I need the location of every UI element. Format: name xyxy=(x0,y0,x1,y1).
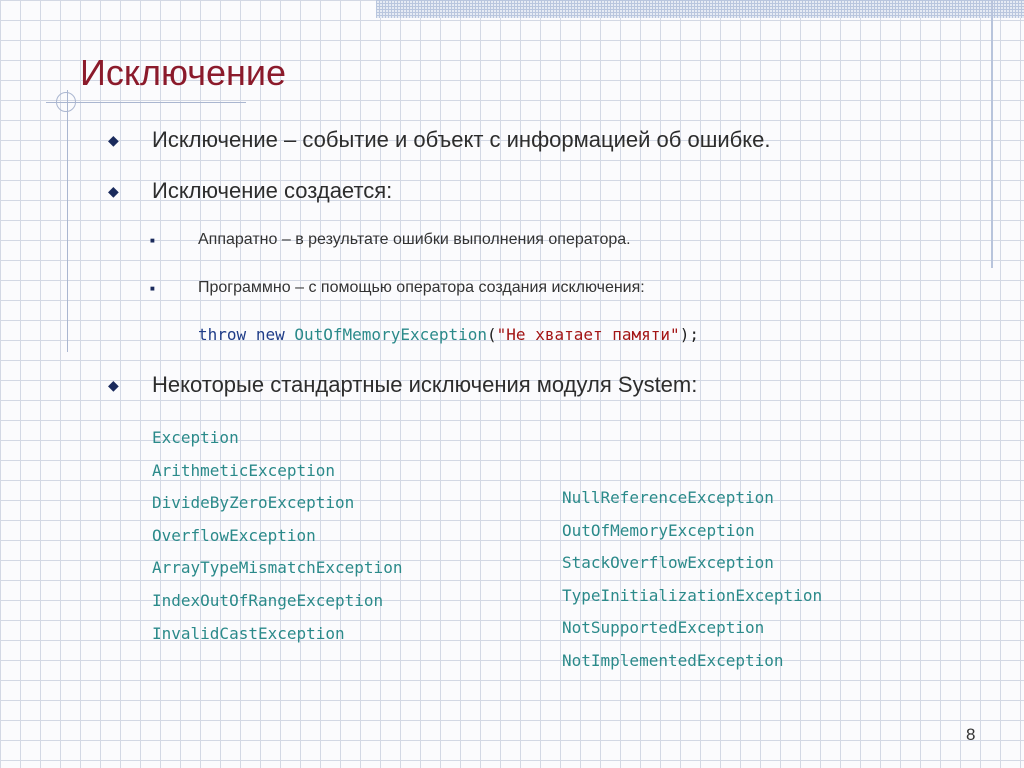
exception-item: NullReferenceException xyxy=(562,488,774,507)
title-underline xyxy=(46,102,246,103)
exception-item: OutOfMemoryException xyxy=(562,520,755,540)
square-bullet-icon: ■ xyxy=(150,235,155,245)
exception-item: NotImplementedException xyxy=(562,650,784,670)
exception-item: ArithmeticException xyxy=(152,460,336,480)
code-keyword-new: new xyxy=(255,325,285,344)
code-type: OutOfMemoryException xyxy=(294,325,488,344)
sub-bullet-hardware xyxy=(150,231,631,249)
code-keyword-throw: throw xyxy=(198,325,247,344)
exception-item: ArrayTypeMismatchException xyxy=(152,558,403,578)
crosshair-decoration xyxy=(56,92,76,112)
exception-item: StackOverflowException xyxy=(562,553,774,573)
square-bullet-icon: ■ xyxy=(150,283,155,293)
bullet-creation xyxy=(108,177,392,205)
code-open-paren: ( xyxy=(487,325,497,344)
diamond-bullet-icon: ◆ xyxy=(108,183,119,199)
bullet-text: Исключение создается: xyxy=(152,178,393,203)
exception-item: TypeInitializationException xyxy=(562,585,823,605)
sub-bullet-software xyxy=(150,279,645,297)
code-string: "Не хватает памяти" xyxy=(496,325,680,344)
left-frame-line xyxy=(67,90,68,352)
exception-item: IndexOutOfRangeException xyxy=(152,590,384,610)
bullet-definition xyxy=(108,126,770,154)
slide-title: Исключение xyxy=(80,52,287,93)
top-decoration-band xyxy=(376,0,1024,18)
exception-item: NotSupportedException xyxy=(562,618,765,638)
bullet-text: Исключение – событие и объект с информацией об ошибке. xyxy=(152,127,771,152)
diamond-bullet-icon: ◆ xyxy=(108,132,119,148)
exception-list-left xyxy=(152,422,402,650)
code-close: ); xyxy=(679,325,699,344)
diamond-bullet-icon: ◆ xyxy=(108,377,119,393)
bullet-text: Некоторые стандартные исключения модуля System: xyxy=(152,372,698,397)
exception-list-right xyxy=(562,482,822,678)
page-number: 8 xyxy=(966,725,976,744)
throw-code-line xyxy=(198,325,699,344)
exception-item: Exception xyxy=(152,428,239,447)
exception-item: InvalidCastException xyxy=(152,623,345,643)
sub-bullet-text: Программно – с помощью оператора создания исключения: xyxy=(198,279,645,296)
exception-item: DivideByZeroException xyxy=(152,493,355,513)
sub-bullet-text: Аппаратно – в результате ошибки выполнения оператора. xyxy=(198,231,631,248)
bullet-standard-exceptions xyxy=(108,371,697,399)
right-frame-line xyxy=(991,0,993,268)
exception-item: OverflowException xyxy=(152,525,316,545)
